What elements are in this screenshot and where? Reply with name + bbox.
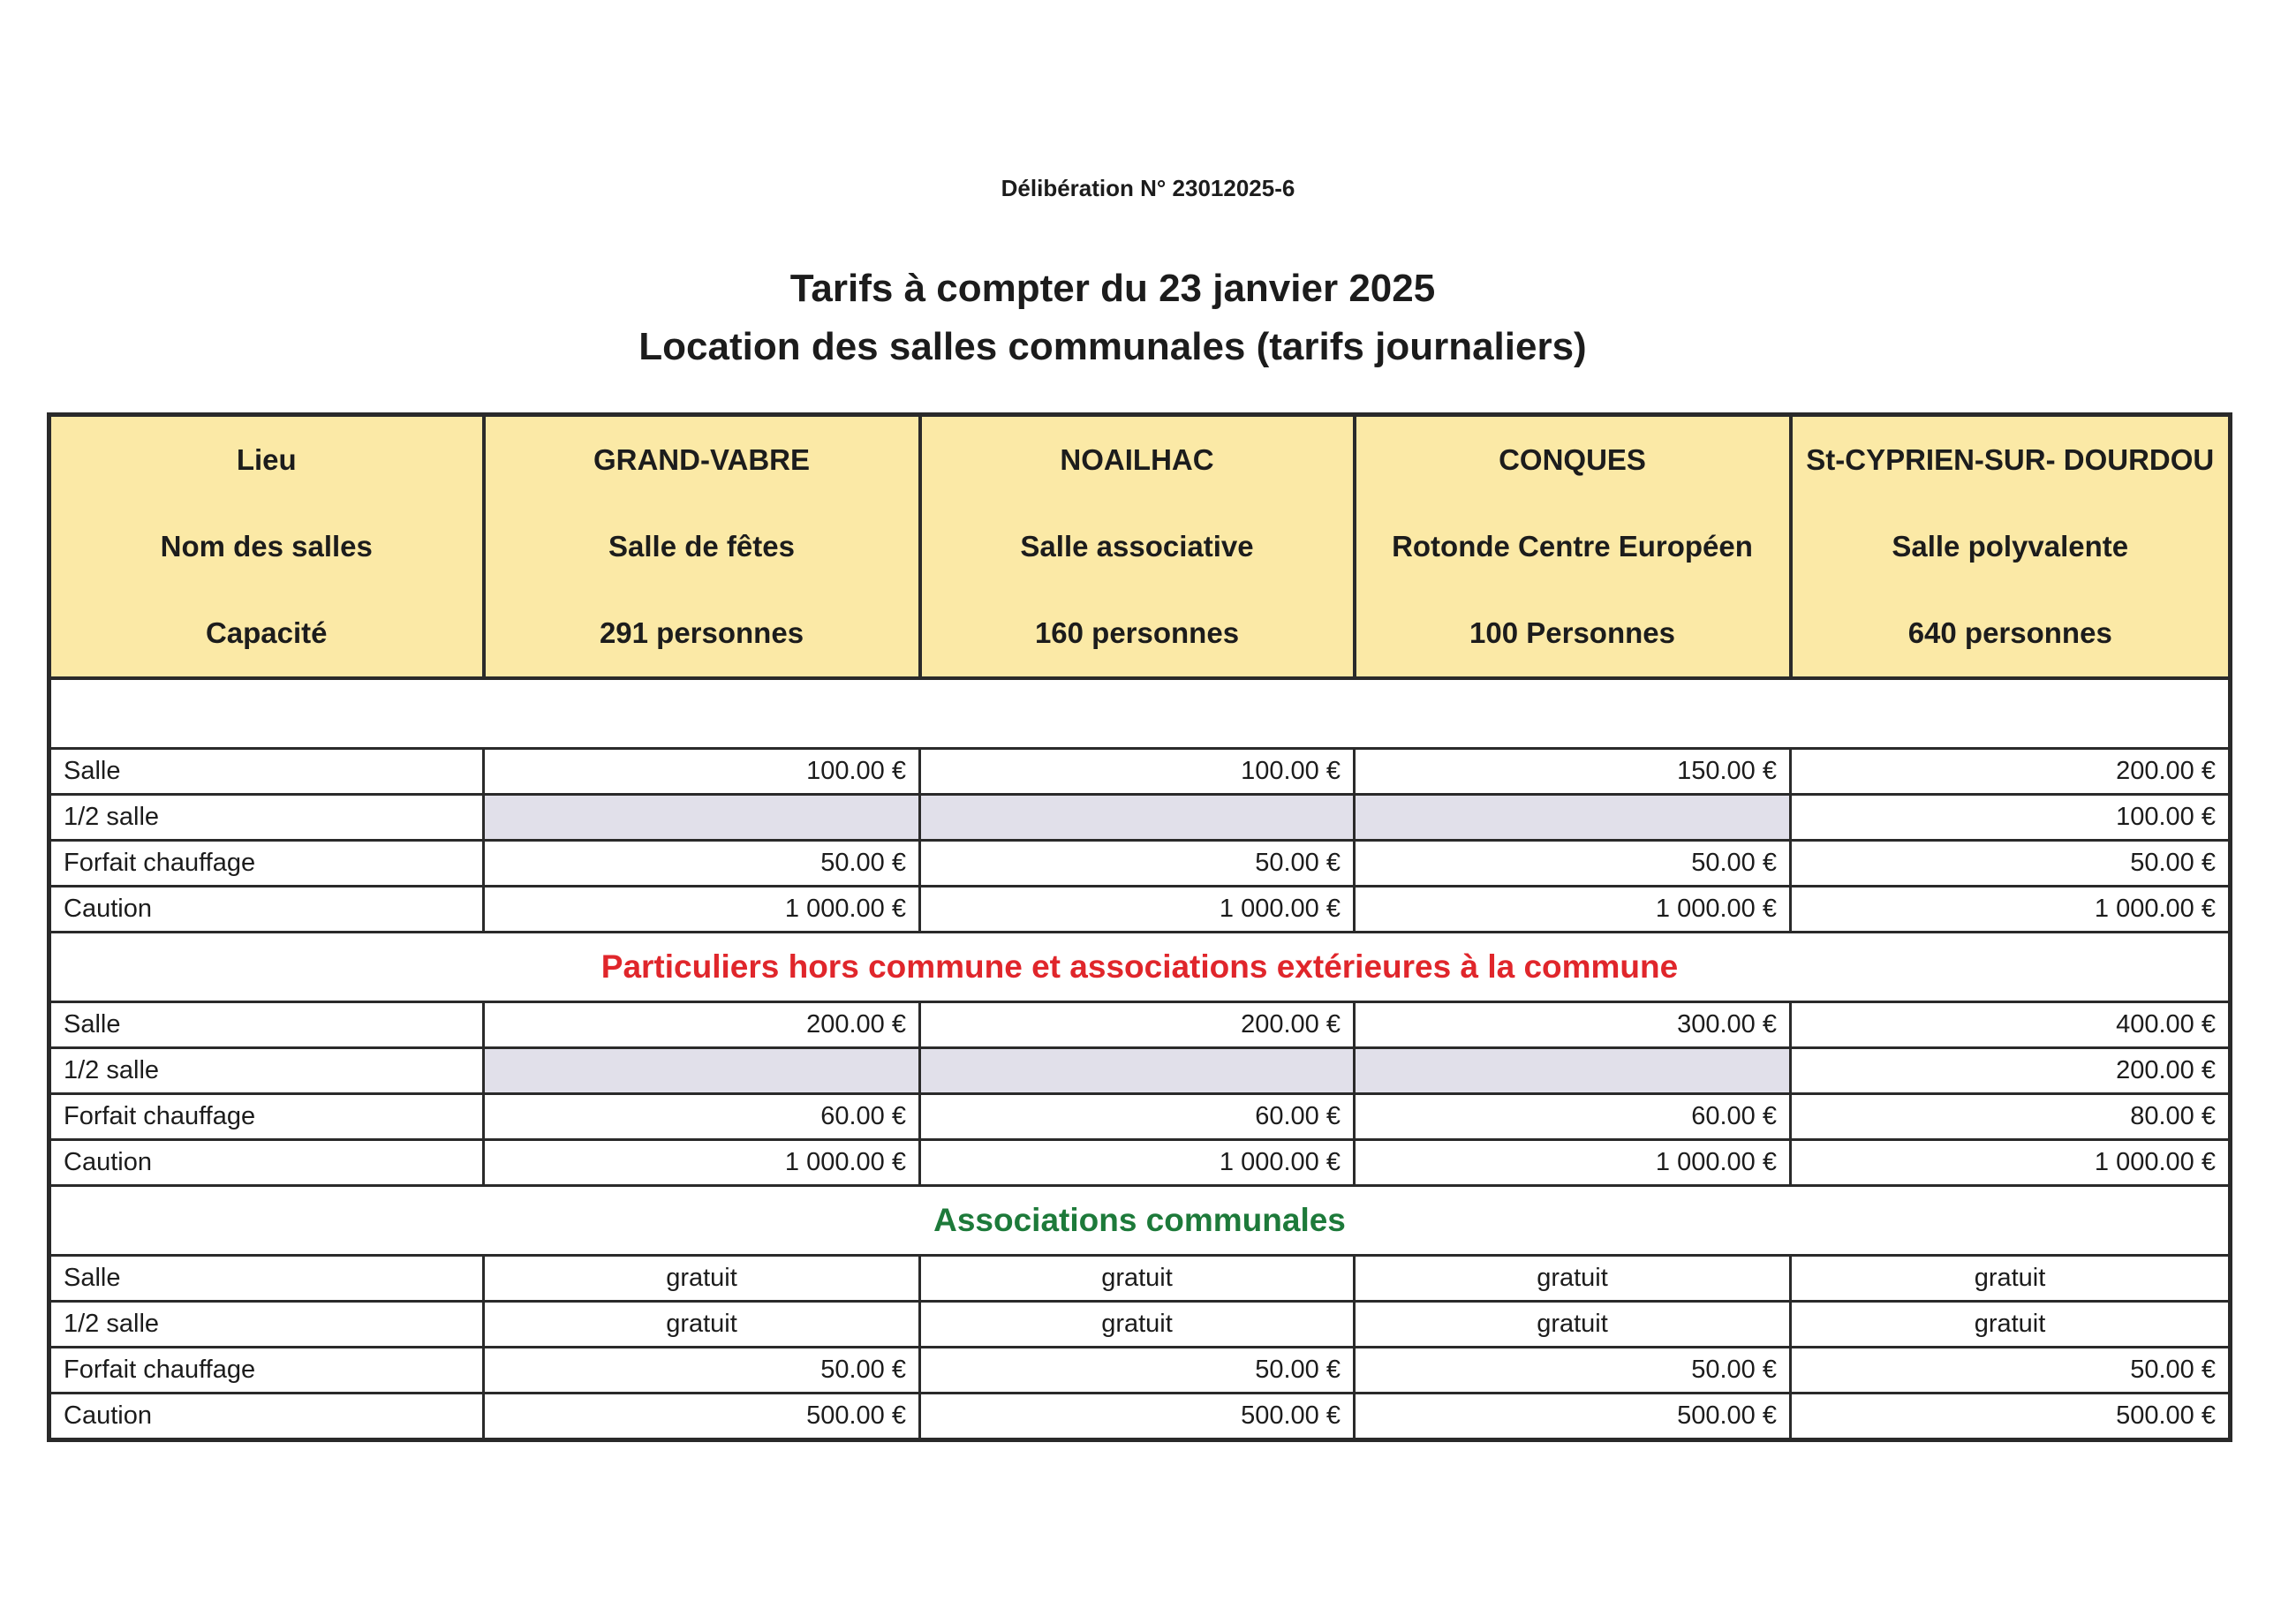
price-cell: 1 000.00 € (1355, 1140, 1791, 1186)
table-row (49, 887, 2231, 933)
unavailable-cell (1355, 795, 1791, 841)
venue-capacite: 100 Personnes (1469, 616, 1675, 649)
row-label: Salle (49, 1256, 484, 1302)
header-lieu-label: Lieu (236, 443, 297, 476)
venue-lieu: CONQUES (1499, 443, 1646, 476)
price-cell: 400.00 € (1791, 1002, 2231, 1048)
price-cell: 100.00 € (920, 749, 1355, 795)
venue-capacite: 291 personnes (599, 616, 804, 649)
price-cell: 200.00 € (1791, 1048, 2231, 1094)
price-cell: 50.00 € (920, 1348, 1355, 1394)
price-cell: 50.00 € (484, 1348, 920, 1394)
table-row (49, 749, 2231, 795)
price-cell: gratuit (1355, 1302, 1791, 1348)
table-row (49, 1094, 2231, 1140)
price-cell: 500.00 € (484, 1394, 920, 1440)
row-label: Salle (49, 749, 484, 795)
price-cell: 50.00 € (1355, 1348, 1791, 1394)
row-label: Forfait chauffage (49, 1094, 484, 1140)
price-cell: 500.00 € (1355, 1394, 1791, 1440)
price-cell: 1 000.00 € (484, 1140, 920, 1186)
price-cell: gratuit (920, 1302, 1355, 1348)
price-cell: 60.00 € (1355, 1094, 1791, 1140)
price-cell: 50.00 € (1355, 841, 1791, 887)
unavailable-cell (1355, 1048, 1791, 1094)
price-cell: gratuit (484, 1302, 920, 1348)
venue-lieu: GRAND-VABRE (593, 443, 811, 476)
table-row (49, 795, 2231, 841)
section-header-row (49, 933, 2231, 1002)
unavailable-cell (484, 1048, 920, 1094)
price-cell: 50.00 € (484, 841, 920, 887)
price-cell: 200.00 € (1791, 749, 2231, 795)
venue-capacite: 160 personnes (1034, 616, 1240, 649)
row-label: Salle (49, 1002, 484, 1048)
deliberation-reference: Délibération N° 23012025-6 (1001, 175, 1295, 201)
price-cell: gratuit (1791, 1256, 2231, 1302)
table-row (49, 1256, 2231, 1302)
venue-capacite: 640 personnes (1907, 616, 2112, 649)
price-cell: 60.00 € (484, 1094, 920, 1140)
price-cell: 200.00 € (920, 1002, 1355, 1048)
table-row (49, 1002, 2231, 1048)
table-header-row (49, 415, 2231, 679)
header-venue-grand-vabre (484, 415, 920, 679)
price-cell: gratuit (1791, 1302, 2231, 1348)
row-label: 1/2 salle (49, 1302, 484, 1348)
page-title: Tarifs à compter du 23 janvier 2025 (789, 267, 1436, 310)
price-cell: 200.00 € (484, 1002, 920, 1048)
row-label: Caution (49, 1394, 484, 1440)
unavailable-cell (484, 795, 920, 841)
header-venue-st-cyprien (1791, 415, 2231, 679)
header-capacite-label: Capacité (205, 616, 328, 649)
header-nom-salles-label: Nom des salles (160, 530, 373, 563)
price-cell: 300.00 € (1355, 1002, 1791, 1048)
unavailable-cell (920, 795, 1355, 841)
row-label: Caution (49, 1140, 484, 1186)
tarifs-table (47, 412, 2232, 1442)
table-row (49, 1302, 2231, 1348)
price-cell: 1 000.00 € (920, 887, 1355, 933)
table-row (49, 1394, 2231, 1440)
price-cell: 100.00 € (484, 749, 920, 795)
venue-salle: Rotonde Centre Européen (1392, 530, 1753, 563)
venue-lieu: NOAILHAC (1060, 443, 1214, 476)
table-row (49, 1048, 2231, 1094)
price-cell: gratuit (1355, 1256, 1791, 1302)
table-row (49, 1348, 2231, 1394)
venue-salle: Salle polyvalente (1892, 530, 2129, 563)
section-title-associations-communales: Associations communales (49, 1186, 2231, 1256)
price-cell: 500.00 € (920, 1394, 1355, 1440)
venue-salle: Salle associative (1020, 530, 1254, 563)
price-cell: gratuit (920, 1256, 1355, 1302)
price-cell: 60.00 € (920, 1094, 1355, 1140)
table-row (49, 841, 2231, 887)
header-venue-noailhac (920, 415, 1355, 679)
unavailable-cell (920, 1048, 1355, 1094)
price-cell: 100.00 € (1791, 795, 2231, 841)
section-header-row (49, 678, 2231, 749)
price-cell: 500.00 € (1791, 1394, 2231, 1440)
price-cell: 50.00 € (1791, 1348, 2231, 1394)
row-label: 1/2 salle (49, 1048, 484, 1094)
section-title-hors-commune: Particuliers hors commune et associations extérieures à la commune (49, 933, 2231, 1002)
price-cell: 1 000.00 € (1791, 1140, 2231, 1186)
venue-salle: Salle de fêtes (608, 530, 795, 563)
venue-lieu: St-CYPRIEN-SUR- DOURDOU (1806, 443, 2215, 476)
price-cell: 1 000.00 € (1791, 887, 2231, 933)
price-cell: 1 000.00 € (1355, 887, 1791, 933)
page-subtitle: Location des salles communales (tarifs journaliers) (638, 325, 1587, 368)
row-label: 1/2 salle (49, 795, 484, 841)
header-label-cell (49, 415, 484, 679)
price-cell: 50.00 € (1791, 841, 2231, 887)
header-venue-conques (1355, 415, 1791, 679)
price-cell: gratuit (484, 1256, 920, 1302)
price-cell: 1 000.00 € (484, 887, 920, 933)
price-cell: 80.00 € (1791, 1094, 2231, 1140)
price-cell: 150.00 € (1355, 749, 1791, 795)
section-title (49, 678, 2231, 749)
price-cell: 50.00 € (920, 841, 1355, 887)
section-header-row (49, 1186, 2231, 1256)
table-row (49, 1140, 2231, 1186)
row-label: Forfait chauffage (49, 1348, 484, 1394)
row-label: Forfait chauffage (49, 841, 484, 887)
row-label: Caution (49, 887, 484, 933)
price-cell: 1 000.00 € (920, 1140, 1355, 1186)
